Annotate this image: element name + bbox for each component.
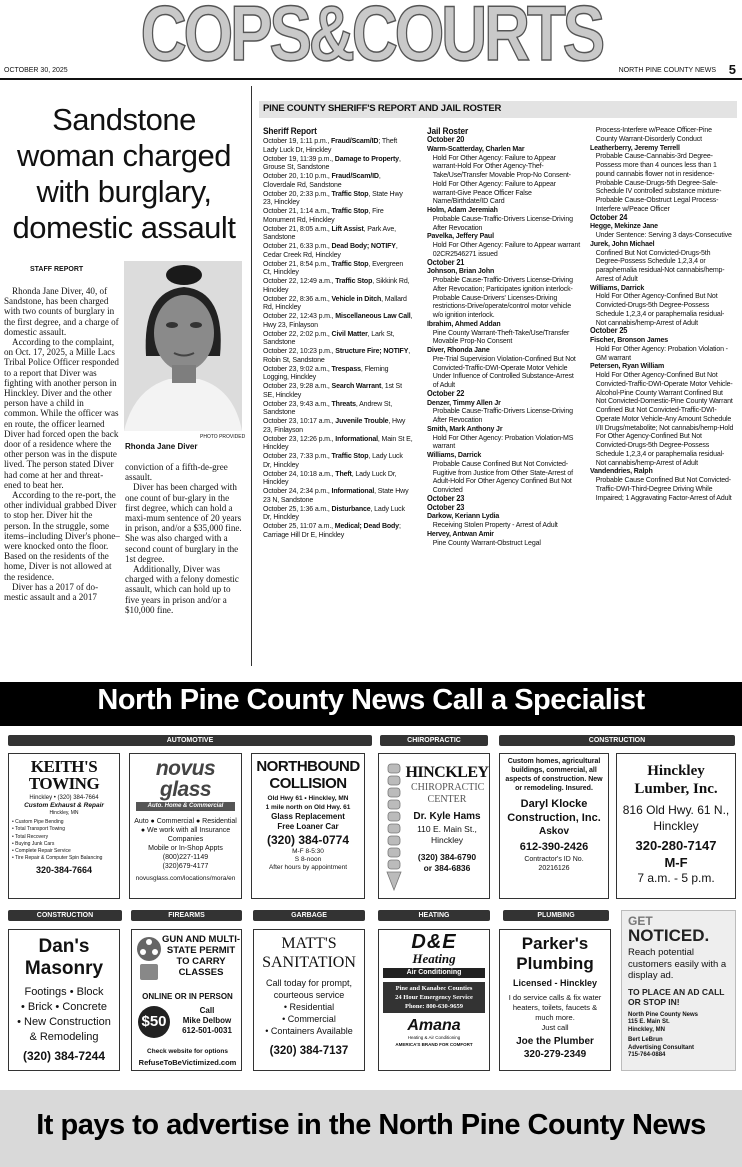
inmate-name: Johnson, Brian John [427, 266, 495, 276]
ad-hinckley-chiropractic[interactable] [378, 753, 490, 899]
ad-line: • Residential [283, 1002, 335, 1012]
ad-line: ● We work with all Insurance Companies [140, 827, 231, 843]
inmate-name: Holm, Adam Jeremiah [427, 205, 498, 214]
ad-de-heating[interactable] [378, 929, 490, 1071]
service-item: • Buying Junk Cars [12, 840, 55, 847]
entry-location: , Grouse St, Sandstone [263, 153, 401, 172]
ad-license: Licensed - Hinckley [512, 978, 598, 988]
ad-name: Daryl Klocke Construction, Inc. [507, 798, 601, 824]
ad-subtitle: CHIROPRACTIC CENTER [411, 782, 485, 805]
jail-date: October 24 [590, 212, 628, 222]
entry-time: October 20, 2:33 p.m., [263, 188, 332, 198]
inmate-name: Fischer, Bronson James [590, 335, 669, 344]
paragraph: Diver has a 2017 of do-mestic assault and a 2017 [4, 581, 99, 603]
ad-novus-glass[interactable] [129, 753, 242, 899]
inmate-name: Williams, Darrick [590, 282, 645, 292]
inmate-charges: Under Sentence: Serving 3 days-Consecutive [595, 230, 732, 239]
entry-type: Civil Matter [331, 328, 368, 338]
ad-name: MATT'S SANITATION [262, 935, 356, 971]
entry-type: Fraud/Scam/ID [331, 171, 379, 180]
category-firearms: FIREARMS [131, 910, 242, 921]
ad-line: Call today for prompt, courteous service [265, 978, 353, 1000]
ad-keiths-towing[interactable] [8, 753, 120, 899]
ad-address: Hinckley, MN [628, 1026, 665, 1033]
ad-line: • Containers Available [265, 1026, 353, 1036]
photo-credit: PHOTO PROVIDED [200, 434, 246, 440]
inmate-name: Petersen, Ryan William [590, 361, 665, 371]
inmate-charges: Probable Cause Confined But Not Convicted-Fugitive from Justice from Other State-Arrest of Adult-Hold For Other Agency Confined But Not Convicted [432, 458, 573, 494]
jail-heading: Jail Roster [427, 126, 469, 136]
category-chiropractic: CHIROPRACTIC [380, 735, 488, 746]
ad-northbound-collision[interactable] [251, 753, 365, 899]
sheriff-entry [263, 137, 413, 155]
sheriff-entry [263, 190, 413, 208]
inmate-name: Diver, Rhonda Jane [427, 345, 490, 354]
ad-phone: Phone: 800-630-9659 [405, 1003, 463, 1010]
entry-time: October 21, 1:14 a.m., [263, 206, 332, 215]
paragraph: According to the re-port, the other individual grabbed Diver to stop her. Diver hit the person. In the struggle, some items–including Diver's phone–were knocked onto the floor. Based on the residents of the home, Diver is not allowed at the residence. [4, 490, 120, 582]
sheriff-entry [263, 207, 413, 225]
inmate-name: Jurek, John Michael [590, 238, 655, 248]
sheriff-entry [263, 312, 413, 330]
sheriff-entry [263, 155, 413, 173]
ad-gun-permit[interactable] [131, 929, 242, 1071]
ad-phone: 320-280-7147 [635, 838, 717, 853]
jail-roster-col-2 [590, 126, 734, 502]
ad-phone: (800)227-1149 [162, 854, 209, 861]
jail-date: October 20 [427, 135, 465, 144]
service-item: • Tire Repair & Computer Spin Balancing [12, 855, 103, 862]
ad-description: I do service calls & fix water heaters, toilets, faucets & much more. [508, 993, 602, 1022]
entry-type: Informational [331, 486, 375, 495]
ad-hours: 7 a.m. - 5 p.m. [637, 871, 715, 885]
inmate-name: Hervey, Antwan Amir [427, 528, 494, 538]
page-date: OCTOBER 30, 2025 [4, 67, 68, 74]
ad-brand: Amana [407, 1017, 461, 1034]
entry-location: , Sikkink Rd, Hinckley [263, 276, 410, 294]
ad-name: KEITH'S TOWING [28, 757, 100, 793]
ad-contact: Joe the Plumber [516, 1036, 594, 1047]
entry-location: , Andrew St, Sandstone [263, 398, 393, 417]
ad-address: 110 E. Main St., Hinckley [417, 824, 477, 845]
entry-type: Traffic Stop [335, 276, 373, 285]
mugshot-photo [124, 261, 242, 431]
entry-location: , Lady Luck Dr, Hinckley [263, 451, 403, 469]
entry-location: , Lark St, Sandstone [263, 328, 395, 347]
ad-city: Askov [538, 826, 569, 837]
sheriff-entry [263, 400, 413, 418]
paragraph: According to the complaint, on Oct. 17, 2025, a Mille Lacs Tribal Police Officer responded to a report that Diver was fighting with another person in Hinckley. Diver and the other person have a child in common. While the officer was en route, the officer learned Diver had forced open the back door of a residence where the other person was in the dispute lived. The person stated Diver had come at her and threat-ened to beat her. [4, 337, 119, 490]
ad-get: GET [628, 914, 653, 928]
entry-time: October 21, 8:05 a.m., [263, 223, 332, 233]
ad-subtitle: ONLINE OR IN PERSON [142, 992, 233, 1001]
ad-hours: After hours by appointment [268, 864, 348, 871]
ad-name: D&E [411, 931, 457, 953]
ad-noticed: NOTICED. [628, 926, 710, 945]
ad-phone: (320) 384-0774 [266, 833, 350, 847]
ad-phone: 320-279-2349 [523, 1049, 587, 1060]
entry-location: , Main St E, Hinckley [263, 433, 413, 452]
inmate-charges: Receiving Stolen Property - Arrest of Adult [432, 520, 558, 529]
ad-note: Check website for options [147, 1048, 228, 1055]
jail-list [427, 136, 581, 547]
ad-brand-sub: Heating & Air Conditioning [407, 1035, 461, 1040]
ad-address: 115 E. Main St. [628, 1019, 670, 1025]
ad-phone: 715-764-0884 [628, 1052, 666, 1058]
ad-matts-sanitation[interactable] [253, 929, 365, 1071]
jail-date: October 25 [590, 326, 628, 336]
sheriff-entry [263, 242, 413, 260]
entry-location: , Hwy 23, Finlayson [263, 311, 413, 329]
sheriff-heading: Sheriff Report [263, 126, 317, 136]
ad-title: GUN AND MULTI-STATE PERMIT TO CARRY CLASSES [161, 934, 241, 978]
inmate-charges: Pre-Trial Supervision Violation-Confined But Not Convicted-Traffic-DWI-Operate Motor Vehicle Under Influence of Controlled Substance-Arrest of Adult [432, 353, 576, 389]
entry-location: , 1st St SE, Hinckley [263, 381, 402, 399]
inmate-charges: Hold For Other Agency-Confined But Not Convicted-Drugs-5th Degree-Possess Schedule 1,2,3,4 or paraphernalia residual-Not cannabis/hemp-Arrest of Adult [595, 291, 725, 327]
sheriff-entry [263, 277, 413, 295]
specialist-title: North Pine County News Call a Specialist [97, 684, 645, 716]
entry-type: Traffic Stop [331, 206, 369, 215]
ad-line: • Commercial [282, 1014, 336, 1024]
entry-type: Fraud/Scam/ID [331, 136, 379, 145]
service-item: • Total Transport Towing [12, 826, 65, 833]
photo-caption: Rhonda Jane Diver [125, 442, 198, 451]
service-item: • Complete Repair Service [12, 848, 71, 855]
entry-location: , Fleming Logging, Hinckley [263, 363, 389, 382]
ad-brand-tag: AMERICA'S BRAND FOR COMFORT [395, 1042, 473, 1047]
masthead-title: COPS&COURTS [140, 0, 602, 68]
inmate-name: Leatherberry, Jeremy Terrell [590, 142, 680, 152]
entry-time: October 22, 12:49 a.m., [263, 276, 336, 285]
inmate-name: Ibrahim, Ahmed Addan [427, 318, 501, 328]
service-item: • Custom Pipe Bending [12, 819, 64, 825]
inmate-charges: Pine County Warrant-Obstruct Legal [432, 537, 541, 547]
ad-location: Hinckley • (320) 384-7664 [29, 795, 99, 801]
masthead [0, 0, 742, 68]
story-byline: STAFF REPORT [30, 266, 84, 273]
entry-time: October 22, 8:36 a.m., [263, 293, 332, 303]
sheriff-entry [263, 452, 413, 470]
entry-time: October 20, 1:10 p.m., [263, 171, 332, 180]
sheriff-entry [263, 382, 413, 400]
entry-type: Miscellaneous Law Call [335, 311, 411, 320]
inmate-charges: Process-Interfere w/Peace Officer-Pine County Warrant-Disorderly Conduct [595, 125, 712, 143]
ad-line: Pine and Kanabec Counties [395, 985, 473, 992]
sheriff-entry [263, 487, 413, 505]
ad-line: • Brick • Concrete [21, 1001, 107, 1013]
price-badge: $50 [138, 1006, 170, 1038]
entry-type: Medical; Dead Body [334, 521, 399, 530]
entry-location: , Cedar Creek Rd, Hinckley [263, 241, 398, 259]
paper-name: NORTH PINE COUNTY NEWS [618, 67, 716, 74]
ad-name: HINCKLEY [405, 764, 489, 781]
sheriff-entry [263, 295, 413, 313]
ad-cta: TO PLACE AN AD CALL OR STOP IN! [628, 986, 725, 1007]
category-automotive: AUTOMOTIVE [8, 735, 372, 746]
entry-time: October 24, 10:18 a.m., [263, 468, 336, 478]
ad-line: Auto ● Commercial ● Residential [134, 818, 237, 825]
ad-phone: (320)679-4177 [162, 863, 209, 870]
ad-line: & Remodeling [29, 1031, 99, 1043]
ad-address: Old Hwy 61 • Hinckley, MN [267, 795, 349, 802]
sheriff-entry [263, 260, 413, 278]
ad-line: Mobile or In-Shop Appts [148, 845, 223, 852]
inmate-charges: Hold For Other Agency: Failure to Appear warrant-Hold For Other Agency-Thef-Take/Use/Transfer Movable Prop-No Consent-Hold For Other Agency: Failure to Appear warrant-Give Peace Officer False Name/Birthdate/ID Card [432, 152, 571, 206]
ad-address: North Pine County News [628, 1011, 699, 1018]
jail-date: October 23 [427, 493, 465, 503]
ad-call: Call [199, 1006, 215, 1015]
inmate-name: Darkow, Keriann Lydia [427, 511, 500, 521]
entry-location: , Lady Luck Dr, Hinckley [263, 468, 397, 487]
jail-list [590, 126, 734, 502]
page-number: 5 [728, 62, 736, 77]
inmate-charges: Probable Cause-Traffic-Drivers License-Driving After Revocation [432, 213, 573, 232]
ad-website: novusglass.com/locations/mora/en [135, 875, 236, 882]
entry-time: October 21, 8:54 p.m., [263, 258, 332, 268]
sheriff-entry [263, 347, 413, 365]
entry-location: , Evergreen Ct, Hinckley [263, 258, 404, 277]
inmate-charges: Hold For Other Agency: Probation Violation-MS warrant [432, 432, 574, 451]
ad-hinckley-lumber[interactable] [616, 753, 736, 899]
entry-location: , Lady Luck Dr, Hinckley [263, 503, 405, 522]
entry-location: , State Hwy 23, Hinckley [263, 188, 403, 207]
entry-type: Damage to Property [334, 153, 399, 163]
entry-type: Traffic Stop [331, 451, 369, 460]
entry-location: , State Hwy 23 N, Sandstone [263, 486, 409, 504]
ad-parkers-plumbing[interactable] [499, 929, 611, 1071]
ad-hours: S 8-noon [294, 856, 322, 863]
column-divider [251, 86, 252, 666]
inmate-charges: Probable Cause Confined But Not Convicted-Traffic-DWI-Third-Degree Driving While Impaired; 1 Aggravating Factor-Arrest of Adult [595, 475, 732, 502]
ad-directions: 1 mile north on Old Hwy. 61 [265, 804, 351, 811]
ad-contact: Mike Delbow [182, 1016, 232, 1025]
ad-line: • New Construction [17, 1016, 111, 1028]
entry-time: October 23, 10:17 a.m., [263, 416, 336, 425]
entry-time: October 22, 12:43 p.m., [263, 311, 336, 320]
sheriff-entry [263, 225, 413, 243]
inmate-charges: Probable Cause-Traffic-Drivers License-Driving After Revocation; Participates ignition interlock-Probable Cause-Drivers' Licenses-Driving restrictions-Drive/operate/control motor vehicle w/o ignition interlock. [432, 275, 573, 319]
sheriff-entry [263, 505, 413, 523]
entry-location: , Mallard Rd, Hinckley [263, 293, 407, 312]
ad-license: Contractor's ID No. 20216126 [524, 856, 584, 872]
sheriff-entry [263, 522, 413, 540]
entry-location: , Fire Monument Rd, Hinckley [263, 206, 384, 224]
entry-location: , Hwy 23, Finlayson [263, 416, 406, 434]
ad-name: Dan's Masonry [24, 936, 104, 979]
entry-time: October 23, 7:33 p.m., [263, 451, 332, 460]
sheriff-list [263, 137, 413, 540]
ad-name: Parker's Plumbing [516, 934, 594, 973]
inmate-charges: Hold For Other Agency: Probation Violation - GM warrant [595, 343, 728, 362]
entry-type: Traffic Stop [331, 258, 369, 268]
ad-phone: (320) 384-7137 [269, 1045, 349, 1057]
ad-line: Footings • Block [24, 986, 104, 998]
ad-intro: Custom homes, agricultural buildings, commercial, all aspects of construction. New or remodeling. Insured. [505, 758, 603, 792]
ad-dans-masonry[interactable] [8, 929, 120, 1071]
ad-days: M-F [664, 855, 688, 870]
entry-time: October 23, 9:43 a.m., [263, 398, 332, 408]
sheriff-entry [263, 330, 413, 348]
ad-klocke-construction[interactable] [499, 753, 609, 899]
jail-date: October 23 [427, 502, 465, 512]
entry-time: October 22, 2:02 p.m., [263, 328, 332, 338]
inmate-name: Hegge, Mekinze Jane [590, 221, 658, 231]
inmate-charges: Probable Cause-Traffic-Drivers License-Driving After Revocation [432, 406, 573, 424]
ad-subtitle: Custom Exhaust & Repair [24, 802, 104, 809]
entry-time: October 24, 2:34 p.m., [263, 486, 332, 495]
ad-tagline: Auto. Home & Commercial [136, 802, 235, 811]
ad-hours: M-F 8-5:30 [292, 848, 324, 855]
jail-roster-col-1 [427, 126, 581, 547]
entry-type: Juvenile Trouble [335, 416, 389, 425]
ad-rep: Bert LeBrun [628, 1037, 663, 1043]
paragraph: Rhonda Jane Diver, 40, of Sandstone, has been charged with two counts of burglary in the first degree, and a charge of domestic assault. [4, 286, 119, 337]
entry-time: October 19, 1:11 p.m., [263, 136, 332, 145]
ad-phone: 320-384-7664 [35, 864, 93, 875]
header-rule [0, 78, 742, 80]
entry-location: ; Carriage Hill Dr E, Hinckley [263, 521, 401, 539]
inmate-charges: Confined But Not Convicted-Drugs-5th Degree-Possess Schedule 1,2,3,4 or paraphernalia residual-Not cannabis/hemp-Arrest of Adult [595, 247, 725, 283]
entry-time: October 23, 9:02 a.m., [263, 363, 332, 373]
ad-doctor: Dr. Kyle Hams [413, 811, 481, 822]
ad-service: Glass Replacement Free Loaner Car [271, 812, 345, 831]
ad-get-noticed[interactable] [621, 910, 736, 1071]
ad-description: Reach potential customers easily with a display ad. [628, 947, 727, 981]
ad-services [9, 819, 119, 863]
inmate-name: Pavelka, Jeffery Paul [427, 231, 494, 241]
entry-time: October 21, 6:33 p.m., [263, 241, 332, 250]
ad-subtitle: Air Conditioning [383, 968, 485, 978]
ad-phone: 612-390-2426 [519, 841, 589, 853]
category-garbage: GARBAGE [253, 910, 365, 921]
entry-type: Threats [331, 398, 356, 408]
paragraph: Diver has been charged with one count of bur-glary in the first degree, which can hold a maxi-mum sentence of 20 years in prison, and/or a $35,000 fine. She was also charged with a second count of burglary in the 1st degree. [125, 482, 242, 564]
footer-text: It pays to advertise in the North Pine County News [36, 1109, 706, 1141]
revolver-cylinder-icon [136, 936, 162, 982]
ad-address: 816 Old Hwy. 61 N., Hinckley [622, 803, 730, 833]
inmate-name: Warm-Scatterday, Charlen Mar [427, 143, 525, 153]
entry-type: Dead Body; NOTIFY [331, 241, 396, 250]
spine-icon [383, 762, 405, 892]
ad-city: Hinckley, MN [49, 810, 79, 816]
ad-name: NORTHBOUND COLLISION [256, 758, 360, 792]
sheriff-entry [263, 417, 413, 435]
story-column-1 [4, 286, 120, 602]
entry-location: , Robin St, Sandstone [263, 346, 411, 364]
ad-phone: or 384-6836 [423, 863, 471, 873]
ad-name: Hinckley Lumber, Inc. [634, 763, 718, 797]
service-item: • Total Recovery [12, 833, 49, 840]
roster-title: PINE COUNTY SHERIFF'S REPORT AND JAIL ROSTER [263, 103, 502, 114]
entry-time: October 22, 10:23 p.m., [263, 346, 336, 355]
ad-role: Advertising Consultant [628, 1044, 695, 1051]
ad-phone: 612-501-0031 [182, 1026, 232, 1035]
inmate-charges: Probable Cause-Cannabis-3rd Degree-Possess more than 4 ounces less than 1 pound cannabis flower not in residence-Probable Cause-Drugs-5th Degree-Sale-Schedule IV controlled substance mixture-Probable Cause-Obstruct Legal Process-Interfere w/Peace Officer [595, 151, 722, 213]
inmate-name: Williams, Darrick [427, 450, 482, 459]
jail-date: October 21 [427, 257, 465, 267]
entry-location: , Park Ave, Sandstone [263, 223, 396, 242]
entry-type: Traffic Stop [331, 188, 369, 198]
sheriff-report [263, 126, 413, 540]
entry-type: Lift Assist [331, 223, 364, 233]
sheriff-entry [263, 365, 413, 383]
inmate-charges: Pine County Warrant-Theft-Take/Use/Transfer Movable Prop-No Consent [432, 327, 570, 346]
entry-time: October 23, 9:28 a.m., [263, 381, 332, 390]
inmate-name: Vandendries, Ralph [590, 466, 653, 476]
entry-time: October 23, 12:26 p.m., [263, 433, 336, 443]
ad-line: 24 Hour Emergency Service [395, 994, 473, 1001]
ad-phone: (320) 384-7244 [22, 1049, 106, 1063]
sheriff-entry [263, 435, 413, 453]
category-plumbing: PLUMBING [503, 910, 609, 921]
entry-type: Search Warrant [331, 381, 382, 390]
entry-time: October 25, 11:07 a.m., [263, 521, 335, 530]
story-column-2 [125, 462, 243, 615]
ad-phone: (320) 384-6790 [417, 852, 477, 862]
entry-type: Trespass [331, 363, 361, 373]
ad-script: Heating [412, 951, 456, 966]
ad-call: Just call [541, 1023, 569, 1032]
entry-time: October 19, 11:39 p.m., [263, 153, 335, 163]
entry-type: Structure Fire; NOTIFY [335, 346, 409, 355]
ad-website: RefuseToBeVictimized.com [138, 1058, 237, 1067]
entry-time: October 25, 1:36 a.m., [263, 503, 332, 513]
category-construction: CONSTRUCTION [499, 735, 735, 746]
entry-location: , Cloverdale Rd, Sandstone [263, 171, 381, 189]
ad-name: novus glass [155, 757, 216, 801]
entry-location: ; Theft Lady Luck Dr, Hinckley [263, 136, 398, 154]
inmate-name: Smith, Mark Anthony Jr [427, 423, 503, 433]
inmate-charges: Hold For Other Agency: Failure to Appear warrant 02CR2546271 issued [432, 240, 581, 258]
entry-type: Informational [335, 433, 378, 443]
entry-type: Disturbance [331, 503, 371, 513]
paragraph: Additionally, Diver was charged with a felony domestic assault, which can hold up to five years in prison and/or a $10,000 fine. [125, 564, 239, 615]
sheriff-entry [263, 172, 413, 190]
story-headline: Sandstone woman charged with burglary, domestic assault [12, 102, 236, 245]
inmate-name: Denzer, Timmy Allen Jr [427, 397, 501, 407]
sheriff-entry [263, 470, 413, 488]
entry-type: Vehicle in Ditch [331, 293, 382, 303]
category-heating: HEATING [378, 910, 490, 921]
inmate-charges: Hold For Other Agency-Confined But Not Convicted-Traffic-DWI-Operate Motor Vehicle-Alcohol-Pine County Warrant Confined But Not Convicted-Domestic-Pine County Warrant Confined But Not Convicted-Traffic-DWI-Operate Motor Vehicle-Any Amount Schedule I/II Drugs/metabolite; Not cannabis/hemp-Hold For Other Agency-Confined But Not Convicted-Drugs-5th Degree-Possess Schedule 1,2,3,4 or paraphernalia residual-Not cannabis/hemp-Arrest of Adult [595, 370, 734, 467]
paragraph: conviction of a fifth-de-gree assault. [125, 462, 228, 483]
jail-date: October 22 [427, 388, 465, 398]
category-construction: CONSTRUCTION [8, 910, 122, 921]
entry-type: Theft [335, 468, 352, 478]
